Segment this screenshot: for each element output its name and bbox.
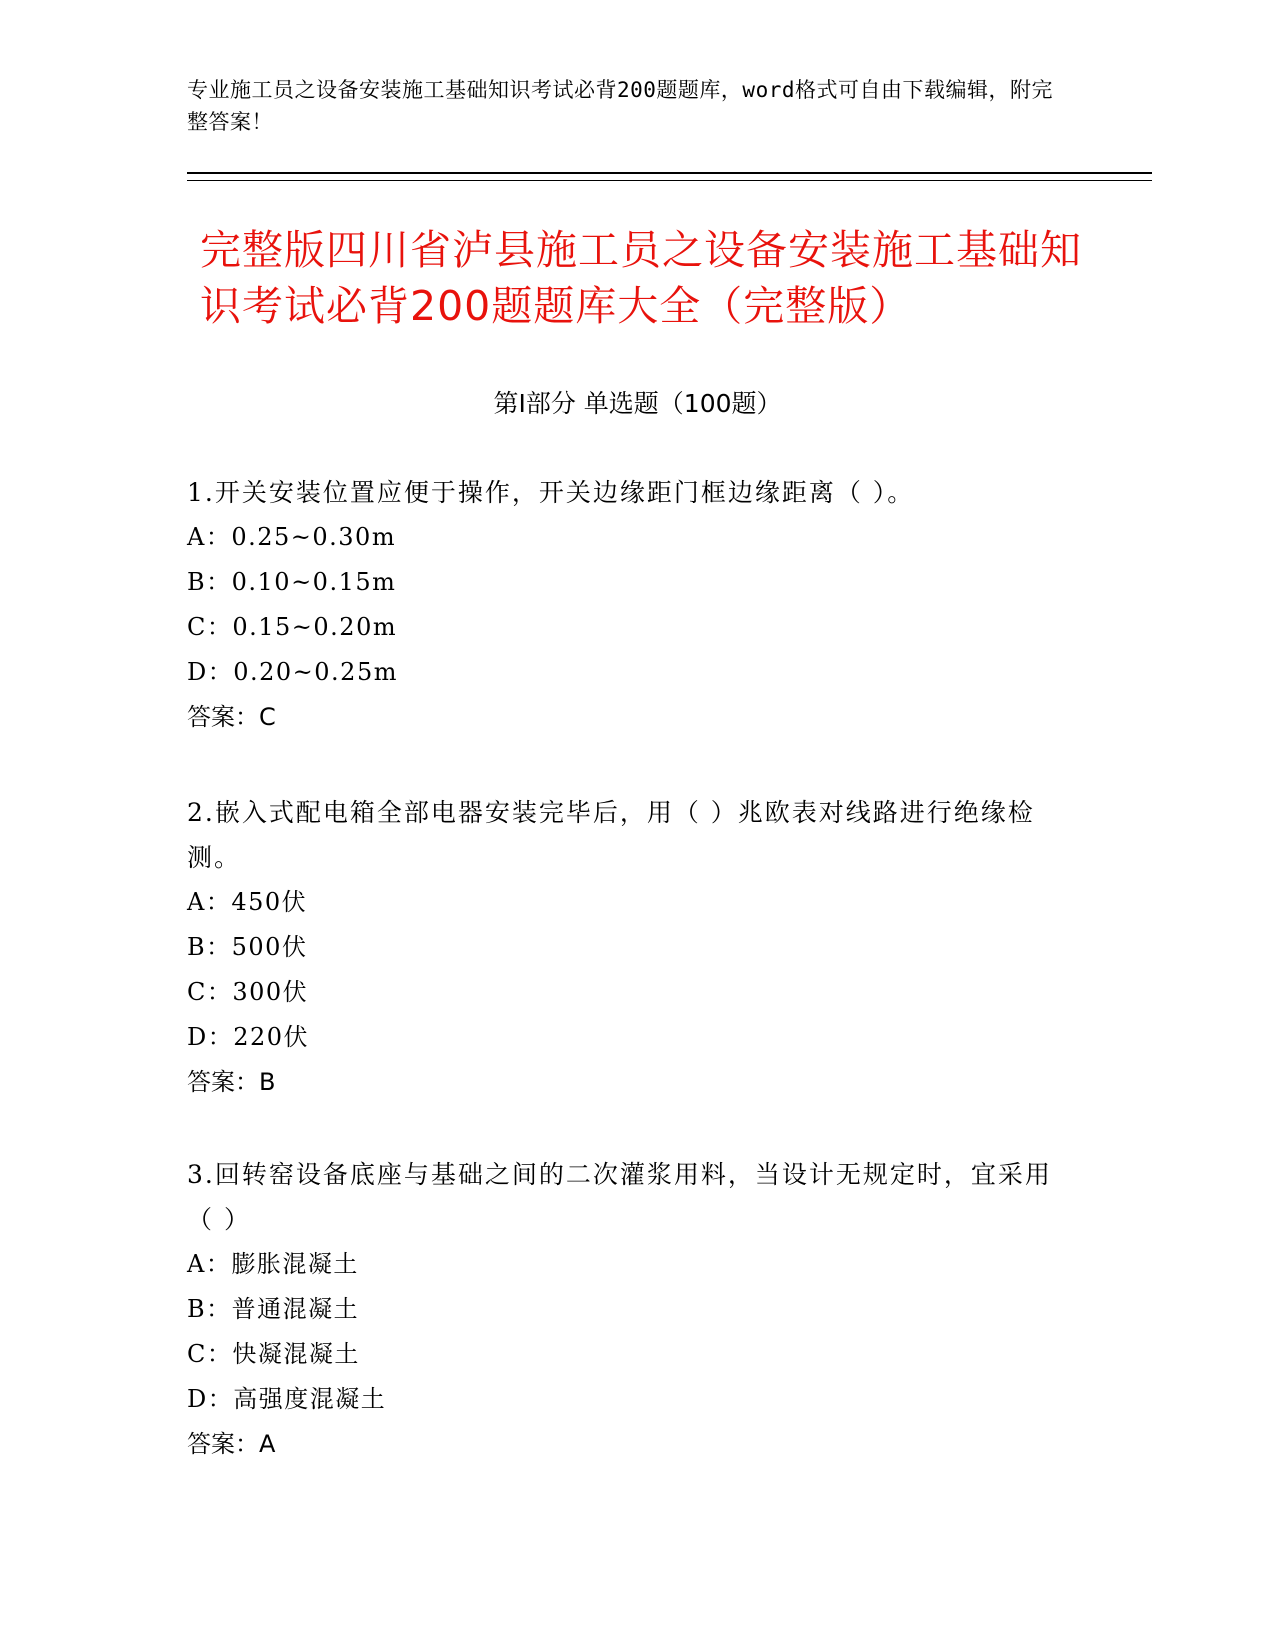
question-3 — [187, 1152, 1067, 1467]
option-c: C：快凝混凝土 — [187, 1340, 360, 1368]
option-c: C：0.15~0.20m — [187, 613, 398, 641]
question-1 — [187, 470, 1067, 740]
option-d: D：220伏 — [187, 1023, 310, 1051]
option-a: A：450伏 — [187, 888, 308, 916]
answer: 答案：B — [187, 1068, 276, 1096]
answer: 答案：C — [187, 703, 276, 731]
option-b: B：普通混凝土 — [187, 1295, 360, 1323]
question-stem: 3.回转窑设备底座与基础之间的二次灌浆用料，当设计无规定时，宜采用（ ） — [187, 1160, 1052, 1234]
header-note: 专业施工员之设备安装施工基础知识考试必背200题题库，word格式可自由下载编辑，附完整答案！ — [187, 78, 1053, 134]
option-a: A：0.25~0.30m — [187, 523, 397, 551]
question-2 — [187, 790, 1067, 1105]
option-b: B：0.10~0.15m — [187, 568, 397, 596]
question-stem: 1.开关安装位置应便于操作，开关边缘距门框边缘距离（ ）。 — [187, 478, 915, 507]
option-d: D：高强度混凝土 — [187, 1385, 387, 1413]
question-stem: 2.嵌入式配电箱全部电器安装完毕后，用（ ）兆欧表对线路进行绝缘检测。 — [187, 798, 1035, 872]
option-d: D：0.20~0.25m — [187, 658, 398, 686]
option-c: C：300伏 — [187, 978, 309, 1006]
document-title: 完整版四川省泸县施工员之设备安装施工基础知识考试必背200题题库大全（完整版） — [200, 226, 1082, 330]
option-a: A：膨胀混凝土 — [187, 1250, 359, 1278]
answer: 答案：A — [187, 1430, 276, 1458]
option-b: B：500伏 — [187, 933, 308, 961]
header-divider-thin — [187, 180, 1152, 181]
header-divider-thick — [187, 172, 1152, 174]
section-title: 第Ⅰ部分 单选题（100题） — [493, 389, 782, 418]
